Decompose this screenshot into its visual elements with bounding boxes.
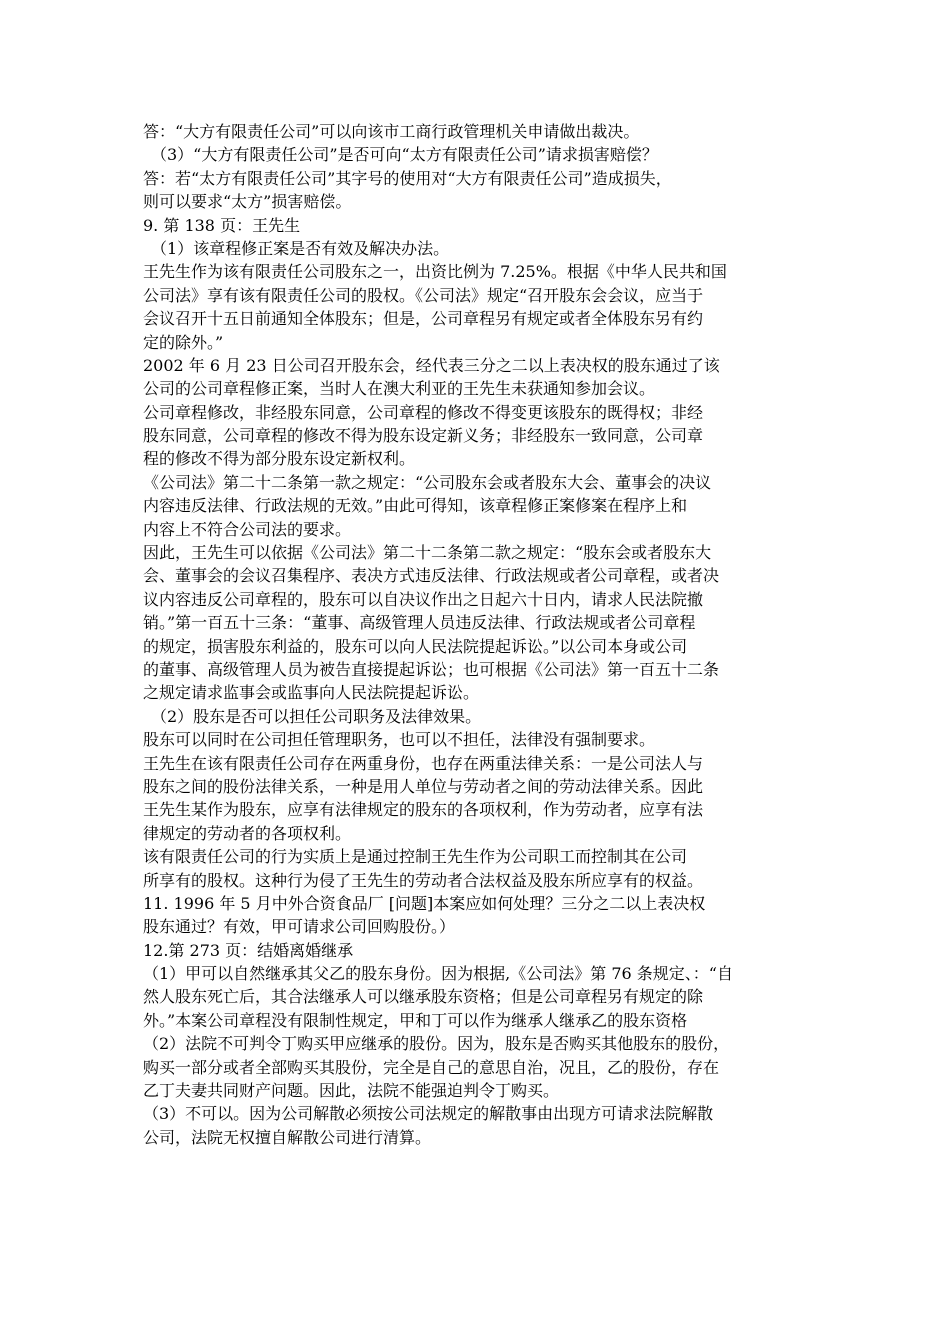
text-line: 外。”本案公司章程没有限制性规定，甲和丁可以作为继承人继承乙的股东资格 <box>143 1010 688 1030</box>
text-line: 程的修改不得为部分股东设定新权利。 <box>143 449 416 469</box>
text-line: 股东可以同时在公司担任管理职务，也可以不担任，法律没有强制要求。 <box>143 730 656 750</box>
text-line: 定的除外。” <box>143 332 224 352</box>
text-line: 之规定请求监事会或监事向人民法院提起诉讼。 <box>143 683 480 703</box>
text-line: 的董事、高级管理人员为被告直接提起诉讼；也可根据《公司法》第一百五十二条 <box>143 659 720 679</box>
text-line: 的规定，损害股东利益的，股东可以向人民法院提起诉讼。”以公司本身或公司 <box>143 636 688 656</box>
text-line: 因此，王先生可以依据《公司法》第二十二条第二款之规定：“股东会或者股东大 <box>143 543 712 563</box>
text-line: 公司，法院无权擅自解散公司进行清算。 <box>143 1127 432 1147</box>
text-line: 该有限责任公司的行为实质上是通过控制王先生作为公司职工而控制其在公司 <box>143 847 688 867</box>
text-line: （3）“大方有限责任公司”是否可向“太方有限责任公司”请求损害赔偿？ <box>151 145 658 165</box>
text-line: 王先生作为该有限责任公司股东之一，出资比例为 7.25%。根据《中华人民共和国 <box>143 262 727 282</box>
text-line: （1）该章程修正案是否有效及解决办法。 <box>151 238 450 258</box>
document-page <box>143 120 815 1149</box>
text-line: 所享有的股权。这种行为侵了王先生的劳动者合法权益及股东所应享有的权益。 <box>143 870 704 890</box>
text-line: 股东之间的股份法律关系，一种是用人单位与劳动者之间的劳动法律关系。因此 <box>143 776 704 796</box>
section-heading: 11. 1996 年 5 月中外合资食品厂 [问题]本案应如何处理？三分之二以上表决权 <box>143 893 706 913</box>
text-line: 公司章程修改，非经股东同意，公司章程的修改不得变更该股东的既得权；非经 <box>143 402 704 422</box>
text-line: 会议召开十五日前通知全体股东；但是，公司章程另有规定或者全体股东另有约 <box>143 309 704 329</box>
text-line: 公司法》享有该有限责任公司的股权。《公司法》规定“召开股东会会议，应当于 <box>143 285 704 305</box>
text-line: 2002 年 6 月 23 日公司召开股东会，经代表三分之二以上表决权的股东通过了该 <box>143 355 720 375</box>
text-line: （1）甲可以自然继承其父乙的股东身份。因为根据,《公司法》第 76 条规定、：“自 <box>143 964 733 984</box>
text-line: （2）法院不可判令丁购买甲应继承的股份。因为，股东是否购买其他股东的股份， <box>143 1034 730 1054</box>
text-line: 公司的公司章程修正案，当时人在澳大利亚的王先生未获通知参加会议。 <box>143 379 656 399</box>
text-line: （2）股东是否可以担任公司职务及法律效果。 <box>151 706 482 726</box>
text-line: 内容上不符合公司法的要求。 <box>143 519 352 539</box>
text-line: 答：若“太方有限责任公司”其字号的使用对“大方有限责任公司”造成损失， <box>143 168 672 188</box>
section-heading: 9. 第 138 页：王先生 <box>143 215 301 235</box>
text-line: 股东通过？有效，甲可请求公司回购股份。） <box>143 917 456 937</box>
text-line: 议内容违反公司章程的，股东可以自决议作出之日起六十日内，请求人民法院撤 <box>143 589 704 609</box>
text-line: 然人股东死亡后，其合法继承人可以继承股东资格；但是公司章程另有规定的除 <box>143 987 704 1007</box>
text-line: 则可以要求“太方”损害赔偿。 <box>143 192 352 212</box>
text-line: 股东同意，公司章程的修改不得为股东设定新义务；非经股东一致同意，公司章 <box>143 426 704 446</box>
text-line: 《公司法》第二十二条第一款之规定：“公司股东会或者股东大会、董事会的决议 <box>143 472 712 492</box>
text-line: 乙丁夫妻共同财产问题。因此，法院不能强迫判令丁购买。 <box>143 1081 560 1101</box>
section-heading: 12.第 273 页：结婚离婚继承 <box>143 940 354 960</box>
text-line: 答：“大方有限责任公司”可以向该市工商行政管理机关申请做出裁决。 <box>143 122 640 141</box>
text-line: 王先生某作为股东，应享有法律规定的股东的各项权利，作为劳动者，应享有法 <box>143 800 704 820</box>
text-line: 购买一部分或者全部购买其股份，完全是自己的意思自治，况且，乙的股份，存在 <box>143 1057 720 1077</box>
text-line: 律规定的劳动者的各项权利。 <box>143 823 352 843</box>
text-line: 王先生在该有限责任公司存在两重身份，也存在两重法律关系：一是公司法人与 <box>143 753 704 773</box>
text-line: 会、董事会的会议召集程序、表决方式违反法律、行政法规或者公司章程，或者决 <box>143 566 720 586</box>
text-line: （3）不可以。因为公司解散必须按公司法规定的解散事由出现方可请求法院解散 <box>143 1104 714 1124</box>
text-line: 内容违反法律、行政法规的无效。”由此可得知，该章程修正案修案在程序上和 <box>143 496 688 516</box>
text-line: 销。”第一百五十三条：“董事、高级管理人员违反法律、行政法规或者公司章程 <box>143 613 696 633</box>
